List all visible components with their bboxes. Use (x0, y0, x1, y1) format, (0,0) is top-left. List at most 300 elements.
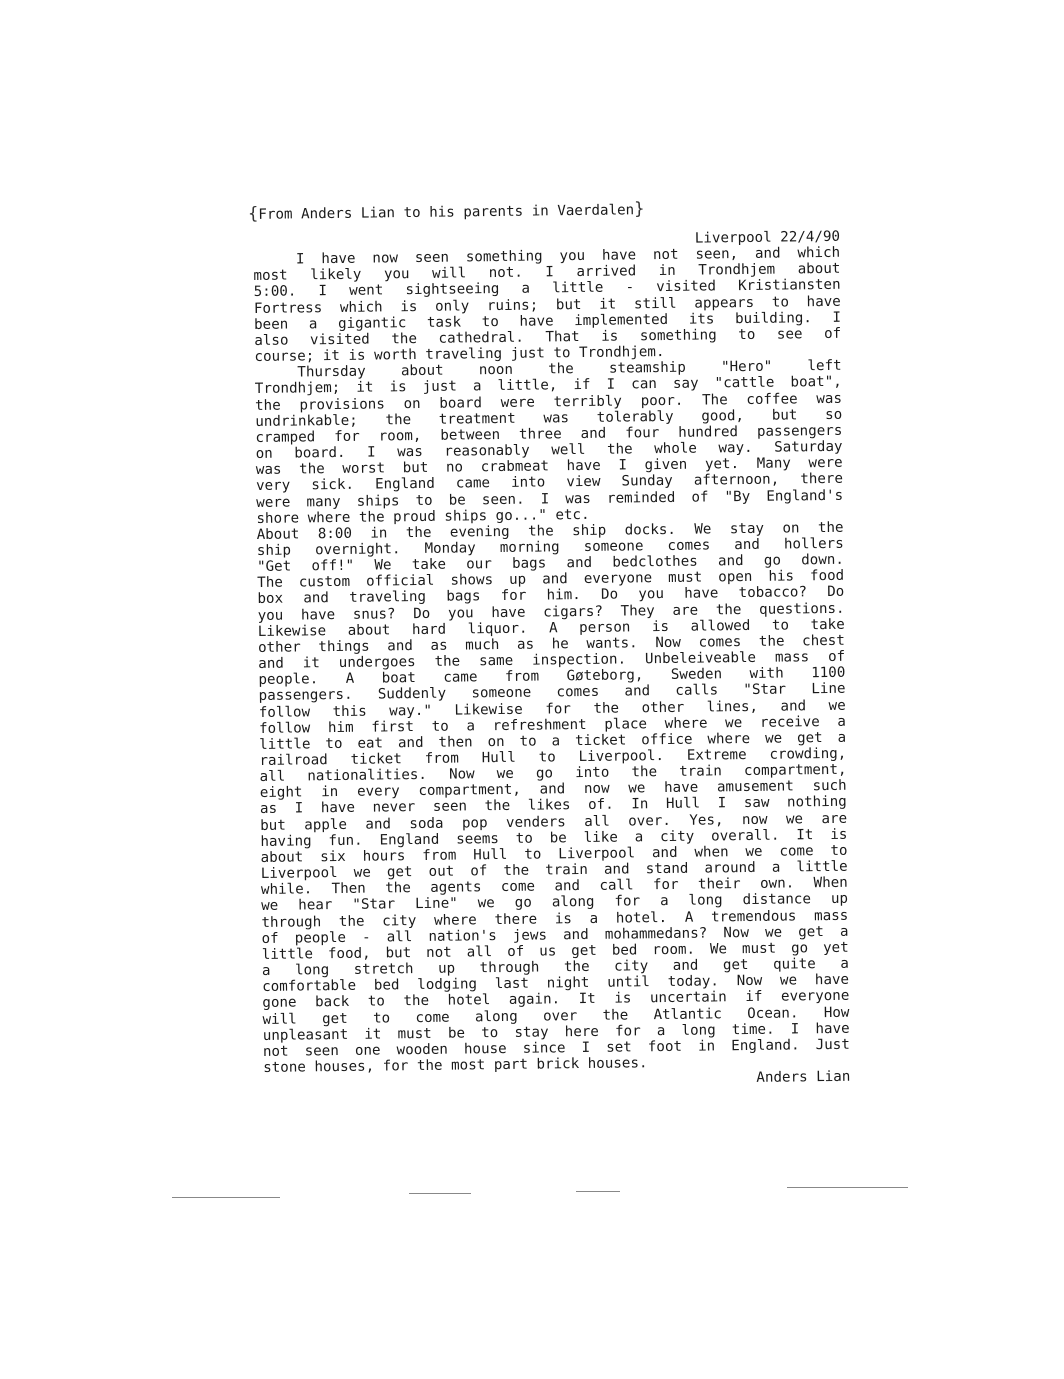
word: in (658, 263, 676, 280)
word: a (308, 316, 318, 333)
word: ticket (574, 732, 627, 749)
word: hotel (447, 992, 491, 1010)
word: the (484, 798, 511, 815)
word: have (684, 585, 719, 603)
word: up (830, 891, 849, 908)
word: the (548, 361, 574, 378)
word: cigars? (543, 603, 604, 621)
word: reminded (606, 489, 676, 507)
word: same (478, 652, 514, 670)
word: tremendous (710, 907, 797, 926)
word: given (644, 456, 688, 474)
word: In (631, 796, 649, 813)
word: we (261, 898, 279, 915)
word: on (403, 395, 421, 412)
word: back (314, 994, 350, 1011)
word: How (823, 1004, 850, 1021)
word: have (300, 606, 336, 624)
right-bracket-icon: } (634, 199, 645, 220)
word: undergoes (338, 654, 416, 672)
word: yet. (704, 456, 740, 473)
word: "Get (256, 558, 292, 576)
word: say (672, 375, 699, 393)
word: everyone (583, 570, 653, 588)
word: Now (736, 973, 763, 990)
word: About (256, 526, 300, 543)
word: we (725, 714, 743, 731)
word: is (389, 379, 407, 396)
word: a (634, 829, 644, 846)
word: and (624, 683, 651, 700)
word: visited (656, 278, 717, 296)
word: eight (259, 784, 303, 802)
word: Trondhjem; (254, 380, 341, 398)
word: bags (446, 588, 481, 606)
word: Line" (414, 895, 458, 913)
word: have (815, 1020, 850, 1037)
word: not. (488, 265, 523, 282)
word: since (522, 1040, 566, 1057)
word: I (366, 444, 376, 461)
word: his (768, 568, 795, 586)
word: to (738, 326, 756, 344)
word: We (694, 521, 712, 538)
word: about (797, 261, 841, 278)
word: the (385, 411, 412, 429)
word: the (385, 880, 411, 897)
word: eat (357, 735, 384, 752)
word: were (500, 394, 535, 411)
word: in (321, 784, 339, 801)
word: the (403, 993, 430, 1010)
word: along (551, 894, 595, 911)
word: provisions (299, 395, 385, 414)
word: the (593, 700, 620, 717)
word: Suddenly (377, 686, 447, 703)
scan-rule-3 (576, 1191, 620, 1192)
word: afternoon, (693, 471, 780, 489)
word: and (672, 957, 699, 974)
word: is (554, 910, 573, 927)
word: England. (731, 1037, 800, 1055)
word: the (299, 461, 325, 478)
word: we (496, 766, 514, 783)
word: there (800, 471, 844, 488)
word: 8:00 (317, 525, 353, 543)
word: follow (258, 703, 311, 721)
word: The (257, 574, 283, 592)
word: room. (652, 941, 696, 959)
word: to (415, 492, 433, 509)
word: on (255, 445, 273, 463)
word: is (400, 298, 418, 315)
word: the (391, 330, 418, 348)
word: something (465, 248, 543, 266)
word: 5:00. (253, 283, 297, 301)
word: come (779, 843, 814, 860)
word: through (261, 913, 322, 931)
word: snus? (352, 605, 396, 623)
word: hotel. (615, 909, 668, 927)
word: overall. (711, 827, 780, 845)
word: in (697, 1038, 716, 1055)
word: comes (698, 633, 742, 651)
word: ship (571, 522, 607, 539)
word: a (656, 1022, 666, 1039)
word: have (491, 604, 526, 621)
word: about (347, 622, 391, 639)
word: not (426, 944, 452, 961)
word: in (370, 525, 388, 542)
word: also (254, 332, 289, 349)
word: was (255, 461, 282, 479)
word: good, (701, 407, 745, 425)
scan-rule-2 (409, 1193, 471, 1194)
word: passengers. (258, 687, 353, 705)
word: over. (628, 812, 672, 830)
word: to (830, 842, 848, 859)
word: the (817, 519, 844, 536)
word: have (601, 247, 637, 264)
word: first (371, 718, 415, 736)
word: city (382, 912, 417, 930)
word: were (808, 455, 843, 472)
word: this (332, 703, 367, 720)
word: is (601, 328, 619, 345)
letter-text (253, 245, 850, 1076)
word: went (349, 282, 384, 300)
word: today. (667, 973, 719, 991)
word: of (823, 325, 842, 342)
word: was (565, 490, 592, 507)
word: to (524, 846, 542, 863)
word: Do (600, 587, 619, 604)
word: and (539, 781, 566, 798)
word: off!" (311, 557, 355, 575)
word: the (758, 633, 785, 650)
word: as (259, 801, 278, 818)
word: comfortable (262, 977, 357, 996)
word: from (424, 750, 459, 767)
word: most (253, 267, 288, 285)
word: have (519, 313, 554, 330)
word: person (579, 619, 631, 636)
word: with (749, 665, 784, 683)
word: Now (448, 766, 475, 783)
word: likes (527, 797, 571, 815)
word: I (253, 251, 305, 269)
word: it (302, 655, 320, 672)
word: a (659, 893, 669, 910)
word: he (551, 636, 569, 653)
word: a (466, 718, 476, 735)
word: have (814, 971, 850, 989)
word: liquor. (467, 620, 528, 638)
word: Extreme (686, 747, 747, 764)
word: treatment (438, 410, 516, 428)
word: from (422, 847, 457, 864)
word: shows (450, 572, 494, 589)
word: were (256, 494, 291, 511)
word: food, (327, 945, 371, 963)
word: stay (729, 520, 765, 538)
word: a (551, 733, 561, 750)
word: "Hero" (720, 358, 773, 376)
word: long (688, 892, 723, 910)
word: but (771, 407, 798, 424)
word: and (651, 844, 678, 862)
word: docks. (624, 521, 677, 539)
word: all (466, 944, 493, 961)
word: all (386, 928, 413, 946)
word: task (426, 314, 462, 331)
word: is (830, 826, 848, 843)
word: undrinkable; (255, 412, 358, 430)
word: we (745, 843, 763, 860)
word: agents (430, 879, 482, 897)
word: Kristiansten (737, 277, 841, 295)
word: overnight. (314, 541, 401, 559)
word: four (625, 424, 660, 442)
word: coffee (746, 390, 798, 408)
word: Now (655, 634, 682, 652)
word: it (599, 296, 617, 313)
word: as (430, 637, 448, 654)
word: seen (432, 798, 468, 816)
word: It (578, 991, 596, 1008)
word: Hull (481, 749, 516, 767)
word: Now (723, 924, 750, 942)
word: and (554, 878, 581, 895)
word: traveling (349, 589, 427, 607)
word: Thursday (254, 363, 366, 382)
word: on (487, 733, 505, 751)
word: to (481, 313, 499, 330)
word: get (386, 864, 413, 881)
word: to (538, 749, 556, 766)
word: a (771, 859, 781, 876)
word: well (551, 441, 586, 459)
word: where (664, 715, 708, 732)
word: evening (449, 523, 510, 541)
word: tolerably (596, 408, 674, 426)
word: I (545, 264, 555, 281)
word: like (583, 829, 618, 846)
word: the (338, 913, 365, 930)
word: cathedral. (438, 329, 525, 347)
word: set (606, 1039, 632, 1056)
word: will (431, 265, 467, 283)
word: you (447, 604, 474, 622)
word: view (566, 474, 601, 491)
word: I (717, 795, 727, 812)
word: must (397, 1025, 432, 1042)
word: mass (774, 649, 810, 666)
word: whole (654, 440, 698, 458)
word: call (599, 877, 634, 895)
word: up (437, 960, 456, 977)
word: when (694, 844, 729, 861)
word: all (584, 813, 610, 830)
word: uncertain (649, 989, 727, 1007)
word: get (571, 942, 597, 960)
word: it (364, 1026, 382, 1043)
word: from (504, 668, 540, 686)
word: I (790, 1021, 800, 1038)
word: for (614, 1022, 641, 1040)
word: of. (587, 797, 614, 814)
word: It (796, 826, 814, 844)
word: ship (256, 542, 292, 559)
word: nationalities. (307, 767, 428, 785)
word: was (397, 443, 423, 461)
word: little (552, 280, 604, 297)
word: people. (258, 671, 319, 689)
word: food (809, 568, 845, 585)
word: compartment, (743, 761, 847, 780)
word: hard (411, 621, 447, 638)
word: seen (414, 249, 450, 267)
word: visited (309, 331, 370, 349)
word: are (672, 602, 699, 619)
word: where (707, 730, 751, 748)
word: must (668, 569, 703, 587)
word: Line (811, 681, 846, 698)
word: people (294, 929, 347, 947)
word: Likewise (257, 622, 327, 640)
word: which (339, 299, 383, 316)
word: soda (409, 815, 444, 832)
word: having (260, 833, 312, 850)
word: came (443, 669, 478, 686)
word: box (257, 591, 284, 608)
word: things (318, 638, 370, 656)
word: foot (647, 1038, 683, 1056)
word: will (262, 1011, 297, 1028)
word: and (780, 697, 807, 715)
word: about (260, 849, 304, 866)
word: nothing (786, 794, 847, 811)
word: the (527, 523, 554, 540)
word: Ocean. (747, 1004, 799, 1022)
word: Then (331, 880, 366, 898)
word: reasonably (444, 442, 530, 460)
word: their (697, 876, 741, 893)
word: "Star (743, 681, 787, 699)
word: lines, (706, 698, 759, 716)
word: must (741, 940, 777, 957)
word: of (691, 488, 709, 506)
text-line: stone houses, for the most part brick houses. (263, 1055, 648, 1076)
word: is (651, 618, 670, 635)
word: we (828, 697, 846, 714)
word: other (257, 639, 301, 656)
word: A (345, 671, 355, 688)
word: board. (294, 444, 346, 462)
word: mass (814, 907, 849, 924)
word: Atlantic (653, 1005, 722, 1023)
word: Many (756, 455, 791, 473)
word: compartment, (418, 782, 522, 800)
word: see (776, 326, 803, 343)
word: hundred (678, 423, 739, 441)
word: hollers (783, 535, 844, 553)
word: through (479, 959, 540, 977)
word: you (638, 586, 665, 603)
word: go (514, 895, 532, 912)
word: very (255, 477, 291, 495)
word: crabmeat (480, 458, 550, 476)
word: Gøteborg, (566, 667, 644, 685)
word: seen, (695, 246, 739, 263)
word: for (334, 428, 360, 445)
word: the (254, 397, 281, 414)
word: a (521, 281, 531, 298)
word: Saturday (774, 438, 843, 456)
word: you (257, 607, 284, 624)
word: into (575, 764, 610, 782)
word: steamship (608, 359, 686, 377)
signature: Anders Lian (756, 1068, 851, 1087)
word: not (652, 246, 679, 264)
word: Liverpool. (578, 748, 665, 766)
word: seen. (481, 491, 525, 508)
word: implemented (574, 311, 669, 329)
word: The (701, 391, 728, 409)
word: little (796, 858, 848, 876)
word: something (639, 327, 717, 345)
word: still (633, 295, 677, 312)
word: appears (694, 294, 755, 312)
word: A (684, 909, 694, 926)
word: lodging (417, 976, 478, 994)
word: a (840, 955, 849, 972)
word: where (433, 911, 477, 929)
word: When (813, 875, 848, 892)
word: everyone (780, 988, 850, 1005)
word: own. (759, 875, 795, 893)
word: have (663, 779, 699, 797)
word: a (839, 923, 849, 940)
word: Hull (473, 846, 508, 864)
word: office (641, 731, 693, 749)
word: here (564, 1023, 599, 1040)
word: "By (724, 488, 751, 505)
word: was (543, 409, 570, 427)
scan-rule-4 (787, 1187, 908, 1188)
word: "Star (352, 896, 396, 914)
word: I (540, 490, 550, 508)
word: be (448, 491, 466, 509)
word: England's (766, 487, 844, 505)
word: - (361, 929, 371, 946)
word: official (365, 573, 435, 590)
word: pop (461, 814, 488, 832)
word: him (327, 719, 354, 736)
word: you (383, 266, 410, 283)
word: I (318, 283, 328, 300)
word: for (614, 893, 641, 911)
word: a (472, 378, 482, 395)
word: take (810, 616, 845, 633)
word: open (718, 569, 753, 586)
word: to (771, 294, 790, 311)
word: boat (381, 670, 416, 687)
word: to (771, 617, 790, 634)
word: get (798, 923, 824, 941)
word: three (518, 426, 562, 443)
word: and (717, 553, 744, 570)
